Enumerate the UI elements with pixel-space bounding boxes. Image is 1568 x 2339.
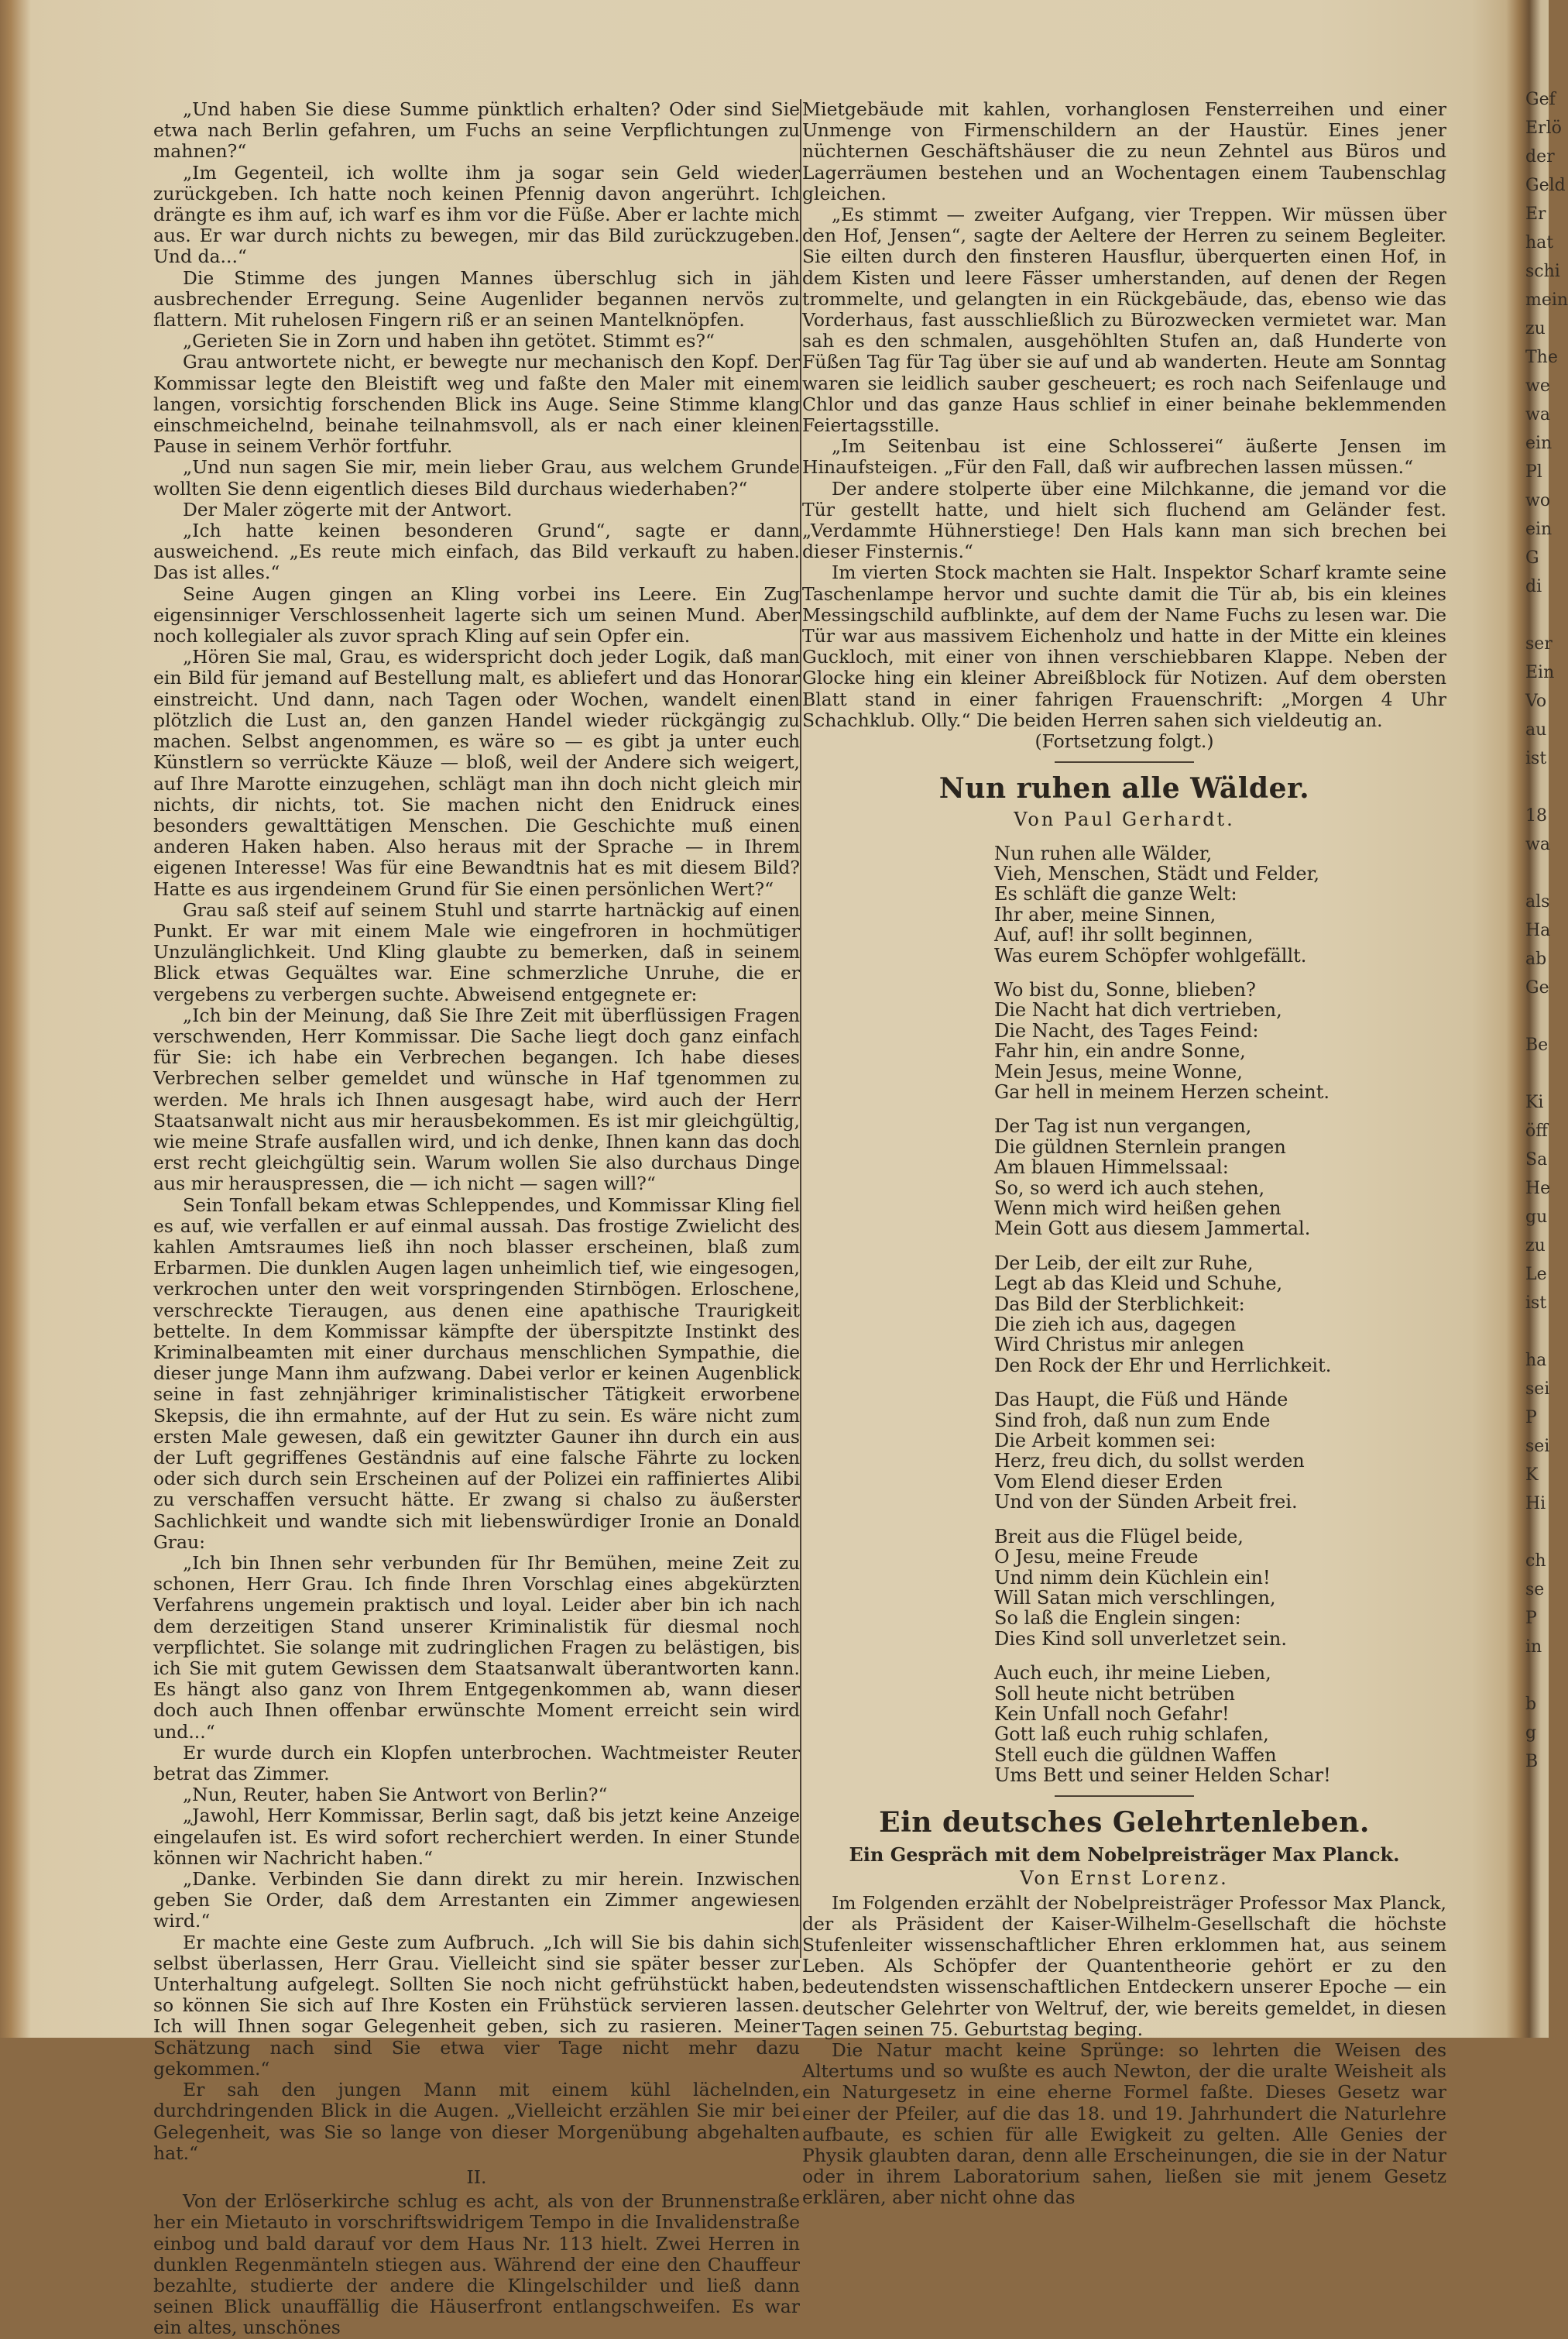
poem-stanza (994, 843, 1446, 966)
edge-fragment: Le (1525, 1265, 1547, 1284)
poem-stanza (994, 1663, 1446, 1785)
poem-line: Den Rock der Ehr und Herrlichkeit. (994, 1354, 1332, 1376)
poem-line: Der Leib, der eilt zur Ruhe, (994, 1252, 1254, 1274)
edge-fragment: öff (1525, 1121, 1548, 1141)
edge-fragment: Er (1525, 204, 1546, 224)
poem-stanza (994, 1527, 1446, 1649)
section-rule (1055, 761, 1194, 763)
edge-fragment (1525, 1518, 1549, 1547)
edge-fragment: ein (1525, 434, 1553, 453)
poem-line: Herz, freu dich, du sollst werden (994, 1450, 1305, 1472)
edge-fragment: ist (1525, 749, 1547, 768)
edge-fragment: K (1525, 1465, 1539, 1485)
poem-line: Wird Christus mir anlegen (994, 1334, 1244, 1356)
edge-fragment: G (1525, 548, 1539, 568)
paragraph: Grau saß steif auf seinem Stuhl und starrte hartnäckig auf einen Punkt. Er war mit einem Male wie eingefroren in hochmütiger Unzulänglichkeit. Und Kling glaubte zu bemerken, daß in seinem Blick etwas Gequältes war. Eine schmerzliche Unruhe, die er vergebens zu verbergen suchte. Abweisend entgegnete er: (153, 898, 800, 1005)
edge-fragment: Sa (1525, 1150, 1548, 1170)
poem-line: Es schläft die ganze Welt: (994, 883, 1237, 905)
edge-fragment: sei (1525, 1437, 1550, 1456)
article-author: Von Ernst Lorenz. (1020, 1867, 1229, 1889)
poem-line: Die Nacht hat dich vertrieben, (994, 999, 1282, 1022)
poem-line: Wenn mich wird heißen gehen (994, 1197, 1282, 1219)
poem-body (802, 843, 1446, 1786)
poem-line: Ihr aber, meine Sinnen, (994, 903, 1216, 926)
poem-line: Breit aus die Flügel beide, (994, 1525, 1244, 1547)
article-title: Ein deutsches Gelehrtenleben. (879, 1805, 1370, 1839)
paragraph: Der Maler zögerte mit der Antwort. (183, 498, 513, 520)
edge-fragment (1525, 601, 1549, 630)
poem-line: Stell euch die güldnen Waffen (994, 1743, 1277, 1766)
poem-line: O Jesu, meine Freude (994, 1546, 1199, 1568)
edge-fragment (1525, 1002, 1549, 1031)
paragraph: Der andere stolperte über eine Milchkanne, die jemand vor die Tür gestellt hatte, und hielt sich fluchend am Geländer fest. „Verdammte Hühnerstiege! Den Hals kann man sich brechen bei dieser Finsternis.“ (802, 477, 1446, 563)
edge-fragment: wa (1525, 835, 1550, 854)
poem-line: Die zieh ich aus, dagegen (994, 1314, 1237, 1336)
paragraph: Er wurde durch ein Klopfen unterbrochen. Wachtmeister Reuter betrat das Zimmer. (153, 1741, 800, 1785)
edge-fragment: zu (1525, 319, 1546, 338)
poem-line: Dies Kind soll unverletzet sein. (994, 1627, 1287, 1650)
paragraph: „Ich hatte keinen besonderen Grund“, sagte er dann ausweichend. „Es reute mich einfach, das Bild verkauft zu haben. Das ist alles.“ (153, 520, 800, 584)
edge-fragment: ist (1525, 1293, 1547, 1313)
edge-fragment: wo (1525, 491, 1551, 510)
edge-fragment: in (1525, 1637, 1542, 1657)
edge-fragment: schi (1525, 262, 1560, 281)
edge-fragment: sei (1525, 1379, 1550, 1399)
edge-fragment: The (1525, 348, 1558, 367)
poem-line: So laß die Englein singen: (994, 1607, 1241, 1630)
edge-fragment: Be (1525, 1036, 1549, 1055)
poem-stanza (994, 980, 1446, 1102)
edge-fragment: ab (1525, 950, 1547, 969)
poem-line: Legt ab das Kleid und Schuhe, (994, 1273, 1283, 1295)
paragraph: „Im Seitenbau ist eine Schlosserei“ äußerte Jensen im Hinaufsteigen. „Für den Fall, daß wir aufbrechen lassen müssen.“ (802, 435, 1446, 479)
poem-stanza (994, 1253, 1446, 1376)
poem-stanza (994, 1389, 1446, 1512)
edge-fragment: Vo (1525, 692, 1547, 711)
poem-line: Will Satan mich verschlingen, (994, 1586, 1276, 1609)
poem-line: Sind froh, daß nun zum Ende (994, 1409, 1271, 1431)
poem-line: Was eurem Schöpfer wohlgefällt. (994, 944, 1307, 967)
edge-fragment: Hi (1525, 1494, 1546, 1513)
edge-fragment: der (1525, 147, 1555, 167)
edge-fragment: Ein (1525, 663, 1555, 682)
edge-fragment: mein (1525, 290, 1568, 310)
next-page-edge (1525, 85, 1568, 1771)
paragraph: „Und haben Sie diese Summe pünktlich erhalten? Oder sind Sie etwa nach Berlin gefahren, um Fuchs an seine Verpflichtungen zu mahnen?“ (153, 98, 800, 163)
poem-line: So, so werd ich auch stehen, (994, 1176, 1265, 1199)
poem-stanza (994, 1116, 1446, 1238)
poem-line: Vom Elend dieser Erden (994, 1470, 1223, 1492)
edge-fragment: Gef (1525, 90, 1556, 109)
paragraph: Die Natur macht keine Sprünge: so lehrten die Weisen des Altertums und so wußte es auch Newton, der die uralte Weisheit als ein Naturgesetz in eine eherne Formel faßte. Dieses Gesetz war einer der Pfeiler, auf die das 18. und 19. Jahrhundert die Naturlehre aufbaute, es schien für alle Ewigkeit zu gelten. Alle Genies der Physik glaubten daran, denn alle Erscheinungen, die sie in der Natur oder in ihrem Laboratorium sahen, ließen sie mit jenem Gesetz erklären, aber nicht ohne das (802, 2038, 1446, 2209)
paragraph: „Ich bin Ihnen sehr verbunden für Ihr Bemühen, meine Zeit zu schonen, Herr Grau. Ich finde Ihren Vorschlag eines abgekürzten Verfahrens ungemein praktisch und loyal. Leider aber bin ich nach dem derzeitigen Stand unserer Kriminalistik für diesmal noch verpflichtet. Sie solange mit zudringlichen Fragen zu belästigen, bis ich Sie mit gutem Gewissen dem Staatsanwalt überantworten kann. Es hängt also ganz von Ihrem Entgegenkommen ab, wann dieser doch auch Ihnen offenbar erwünschte Moment erreicht sein wird und...“ (153, 1552, 800, 1743)
poem-line: Die Nacht, des Tages Feind: (994, 1019, 1259, 1042)
middle-column (802, 98, 1446, 2209)
paragraph: Seine Augen gingen an Kling vorbei ins Leere. Ein Zug eigensinniger Verschlossenheit lagerte sich um seinen Mund. Aber noch kollegialer als zuvor sprach Kling auf sein Opfer ein. (153, 582, 800, 647)
edge-fragment: gu (1525, 1207, 1548, 1227)
poem-line: Kein Unfall noch Gefahr! (994, 1702, 1230, 1725)
edge-fragment (1525, 1317, 1549, 1346)
section-number: II. (466, 2166, 487, 2188)
edge-fragment: ein (1525, 520, 1553, 539)
edge-fragment: Geld (1525, 176, 1566, 195)
paragraph: „Gerieten Sie in Zorn und haben ihn getötet. Stimmt es?“ (183, 330, 715, 352)
edge-fragment: zu (1525, 1236, 1546, 1255)
edge-fragment: ha (1525, 1351, 1547, 1370)
paragraph: „Es stimmt — zweiter Aufgang, vier Treppen. Wir müssen über den Hof, Jensen“, sagte der Aeltere der Herren zu seinem Begleiter. Sie eilten durch den finsteren Hausflur, überquerten einen Hof, in dem Kisten und leere Fässer umherstanden, auf denen der Regen trommelte, und gelangten in ein Rückgebäude, das, ebenso wie das Vorderhaus, fast ausschließlich zu Bürozwecken vermietet war. Man sah es den schmalen, ausgehöhlten Stufen an, daß Hunderte von Füßen Tag für Tag über sie auf und ab wanderten. Heute am Sonntag waren sie leidlich sauber gescheuert; es roch nach Seifenlauge und Chlor und das ganze Haus schlief in einer beinahe beklemmenden Feiertagsstille. (802, 204, 1446, 437)
poem-line: Vieh, Menschen, Städt und Felder, (994, 862, 1320, 884)
poem-line: Mein Jesus, meine Wonne, (994, 1060, 1243, 1083)
edge-fragment (1525, 1060, 1549, 1088)
paragraph: Die Stimme des jungen Mannes überschlug sich in jäh ausbrechender Erregung. Seine Augenlider begannen nervös zu flattern. Mit ruhelosen Fingern riß er an seinen Mantelknöpfen. (153, 266, 800, 331)
paragraph: Sein Tonfall bekam etwas Schleppendes, und Kommissar Kling fiel es auf, wie verfallen er auf einmal aussah. Das frostige Zwielicht des kahlen Amtsraumes ließ ihn noch blasser erscheinen, blaß zum Erbarmen. Die dunklen Augen lagen unheimlich tief, wie eingesogen, verkrochen unter den weit vorspringenden Stirnbögen. Erloschene, verschreckte Tieraugen, aus denen eine apathische Traurigkeit bettelte. In dem Kommissar kämpfte der überspitzte Instinkt des Kriminalbeamten mit einer durchaus menschlichen Sympathie, die dieser junge Mann ihm aufzwang. Dabei verlor er keinen Augenblick seine in fast zehnjähriger kriminalistischer Tätigkeit erworbene Skepsis, die ihn ermahnte, auf der Hut zu sein. Es wäre nicht zum ersten Male gewesen, daß ein gewitzter Gauner ihn durch ein aus der Luft gegriffenes Geständnis auf eine falsche Fährte zu locken oder sich durch sein Erscheinen auf der Polizei ein raffiniertes Alibi zu verschaffen versucht hätte. Er zwang si chalso zu äußerster Sachlichkeit und wandte sich mit liebenswürdiger Ironie an Donald Grau: (153, 1194, 800, 1553)
edge-fragment: b (1525, 1695, 1537, 1714)
poem-line: Gott laß euch ruhig schlafen, (994, 1723, 1269, 1746)
poem-line: Die Arbeit kommen sei: (994, 1430, 1216, 1452)
edge-fragment: B (1525, 1752, 1539, 1771)
poem-line: Gar hell in meinem Herzen scheint. (994, 1080, 1330, 1103)
poem-line: Und nimm dein Küchlein ein! (994, 1566, 1271, 1589)
paragraph: Im vierten Stock machten sie Halt. Inspektor Scharf kramte seine Taschenlampe hervor und suchte damit die Tür ab, bis ein kleines Messingschild aufblinkte, auf dem der Name Fuchs zu lesen war. Die Tür war aus massivem Eichenholz und hatte in der Mitte ein kleines Guckloch, mit einer von ihnen verschiebbaren Klappe. Neben der Glocke hing ein kleiner Abreißblock für Notizen. Auf dem obersten Blatt stand in einer fahrigen Frauenschrift: „Morgen 4 Uhr Schachklub. Olly.“ Die beiden Herren sahen sich vieldeutig an. (802, 562, 1446, 731)
poem-line: Nun ruhen alle Wälder, (994, 842, 1213, 864)
poem-line: Soll heute nicht betrüben (994, 1682, 1235, 1705)
edge-fragment: g (1525, 1723, 1537, 1743)
edge-fragment: He (1525, 1179, 1551, 1198)
edge-fragment: au (1525, 720, 1547, 740)
edge-fragment: we (1525, 376, 1550, 396)
edge-fragment: Ki (1525, 1093, 1544, 1112)
paragraph: „Hören Sie mal, Grau, es widerspricht doch jeder Logik, daß man ein Bild für jemand auf Bestellung malt, es abliefert und das Honorar einstreicht. Und dann, nach Tagen oder Wochen, wandelt einen plötzlich die Lust an, den ganzen Handel wieder rückgängig zu machen. Selbst angenommen, es wäre so — es gibt ja unter euch Künstlern so verrückte Käuze — bloß, weil der Andere sich weigert, auf Ihre Marotte einzugehen, schlägt man ihn doch nicht gleich mir nichts, dir nichts, tot. Sie machen nicht den Enidruck eines besonders gewalttätigen Menschen. Die Geschichte muß einen anderen Haken haben. Also heraus mit der Sprache — in Ihrem eigenen Interesse! Was für eine Bewandtnis hat es mit diesem Bild? Hatte es aus irgendeinem Grund für Sie einen persönlichen Wert?“ (153, 646, 800, 900)
poem-line: Der Tag ist nun vergangen, (994, 1115, 1252, 1138)
paragraph: „Im Gegenteil, ich wollte ihm ja sogar sein Geld wieder zurückgeben. Ich hatte noch keinen Pfennig davon angerührt. Ich drängte es ihm auf, ich warf es ihm vor die Füße. Aber er lachte mich aus. Er war durch nichts zu bewegen, mir das Bild zurückzugeben. Und da...“ (153, 161, 800, 268)
poem-line: Mein Gott aus diesem Jammertal. (994, 1218, 1311, 1240)
poem-line: Die güldnen Sternlein prangen (994, 1135, 1286, 1158)
paragraph: „Nun, Reuter, haben Sie Antwort von Berlin?“ (183, 1784, 608, 1806)
poem-line: Auch euch, ihr meine Lieben, (994, 1662, 1271, 1685)
paragraph: Grau antwortete nicht, er bewegte nur mechanisch den Kopf. Der Kommissar legte den Bleistift weg und faßte den Maler mit einem langen, vorsichtig forschenden Blick ins Auge. Seine Stimme klang einschmeichelnd, beinahe teilnahmsvoll, als er nach einer kleinen Pause in seinem Verhör fortfuhr. (153, 351, 800, 458)
edge-fragment: Ge (1525, 978, 1549, 998)
paragraph: Er sah den jungen Mann mit einem kühl lächelnden, durchdringenden Blick in die Augen. „Vielleicht erzählen Sie mir bei Gelegenheit, was Sie so lange von dieser Morgenübung abgehalten hat.“ (153, 2079, 800, 2164)
edge-fragment: 18 (1525, 806, 1547, 826)
article-subtitle: Ein Gespräch mit dem Nobelpreisträger Max Planck. (849, 1843, 1400, 1866)
poem-title: Nun ruhen alle Wälder. (938, 772, 1310, 805)
edge-fragment: Ha (1525, 921, 1551, 940)
paragraph: „Ich bin der Meinung, daß Sie Ihre Zeit mit überflüssigen Fragen verschwenden, Herr Kommissar. Die Sache liegt doch ganz einfach für Sie: ich habe ein Verbrechen begangen. Ich habe dieses Verbrechen selber gemeldet und wünsche in Haf tgenommen zu werden. Me hrals ich Ihnen ausgesagt habe, wird auch der Herr Staatsanwalt nicht aus mir herausbekommen. Es ist mir gleichgültig, wie meine Strafe ausfallen wird, und ich denke, Ihnen kann das doch erst recht gleichgültig sein. Warum wollen Sie also durchaus Dinge aus mir herauspressen, die — ich nicht — sagen will?“ (153, 1004, 800, 1195)
poem-line: Ums Bett und seiner Helden Schar! (994, 1764, 1331, 1787)
poem-line: Auf, auf! ihr sollt beginnen, (994, 924, 1254, 946)
paragraph: Im Folgenden erzählt der Nobelpreisträger Professor Max Planck, der als Präsident der Kaiser-Wilhelm-Gesellschaft die höchste Stufenleiter wissenschaftlicher Ehren erklommen hat, aus seinem Leben. Als Schöpfer der Quantentheorie gehört er zu den bedeutendsten wissenschaftlichen Entdeckern unserer Epoche — ein deutscher Gelehrter von Weltruf, der, wie bereits gemeldet, in diesen Tagen seinen 75. Geburtstag beging. (802, 1891, 1446, 2040)
poem-line: Und von der Sünden Arbeit frei. (994, 1491, 1298, 1513)
edge-fragment: als (1525, 892, 1550, 912)
edge-fragment: ser (1525, 634, 1553, 654)
edge-fragment (1525, 1661, 1549, 1690)
poem-author: Von Paul Gerhardt. (1014, 809, 1235, 831)
paragraph: Von der Erlöserkirche schlug es acht, als von der Brunnenstraße her ein Mietauto in vorschriftswidrigem Tempo in die Invalidenstraße einbog und bald darauf vor dem Haus Nr. 113 hielt. Zwei Herren in dunklen Regenmänteln stiegen aus. Während der eine den Chauffeur bezahlte, studierte der andere die Klingelschilder und ließ dann seinen Blick unauffällig die Häuserfront entlangschweifen. Es war ein altes, unschönes (153, 2190, 800, 2339)
column-divider (800, 99, 801, 1958)
edge-fragment: P (1525, 1609, 1537, 1628)
edge-fragment (1525, 859, 1549, 888)
edge-fragment: P (1525, 1408, 1537, 1427)
section-rule (1055, 1795, 1194, 1797)
paragraph: „Jawohl, Herr Kommissar, Berlin sagt, daß bis jetzt keine Anzeige eingelaufen ist. Es wird sofort recherchiert werden. In einer Stunde können wir Nachricht haben.“ (153, 1805, 800, 1869)
edge-fragment (1525, 773, 1549, 802)
poem-line: Das Haupt, die Füß und Hände (994, 1389, 1288, 1411)
edge-fragment: hat (1525, 233, 1554, 252)
paragraph: Mietgebäude mit kahlen, vorhanglosen Fensterreihen und einer Unmenge von Firmenschildern an der Haustür. Eines jener nüchternen Geschäftshäuser die zu neun Zehntel aus Büros und Lagerräumen bestehen und an Wochentagen einem Taubenschlag gleichen. (802, 98, 1446, 204)
poem-line: Am blauen Himmelssaal: (994, 1156, 1229, 1179)
edge-fragment: di (1525, 577, 1542, 596)
paragraph: „Danke. Verbinden Sie dann direkt zu mir herein. Inzwischen geben Sie Order, daß dem Arrestanten ein Zimmer angewiesen wird.“ (153, 1868, 800, 1932)
edge-fragment: Pl (1525, 462, 1542, 482)
edge-fragment: Erlö (1525, 118, 1562, 138)
poem-line: Fahr hin, ein andre Sonne, (994, 1040, 1246, 1063)
continuation-note: (Fortsetzung folgt.) (1034, 730, 1214, 753)
paragraph: Er machte eine Geste zum Aufbruch. „Ich will Sie bis dahin sich selbst überlassen, Herr Grau. Vielleicht sind sie später besser zur Unterhaltung aufgelegt. Sollten Sie noch nicht gefrühstückt haben, so können Sie sich auf Ihre Kosten ein Frühstück servieren lassen. Ich will Ihnen sogar Gelegenheit geben, sich zu rasieren. Meiner Schätzung nach sind Sie etwa vier Tage nicht mehr dazu gekommen.“ (153, 1931, 800, 2080)
poem-line: Wo bist du, Sonne, blieben? (994, 978, 1256, 1001)
edge-fragment: se (1525, 1580, 1545, 1599)
poem-line: Das Bild der Sterblichkeit: (994, 1293, 1245, 1315)
edge-fragment: ch (1525, 1551, 1546, 1571)
edge-fragment: wa (1525, 405, 1550, 424)
left-column (153, 98, 800, 2339)
paragraph: „Und nun sagen Sie mir, mein lieber Grau, aus welchem Grunde wollten Sie denn eigentlich dieses Bild durchaus wiederhaben?“ (153, 456, 800, 500)
